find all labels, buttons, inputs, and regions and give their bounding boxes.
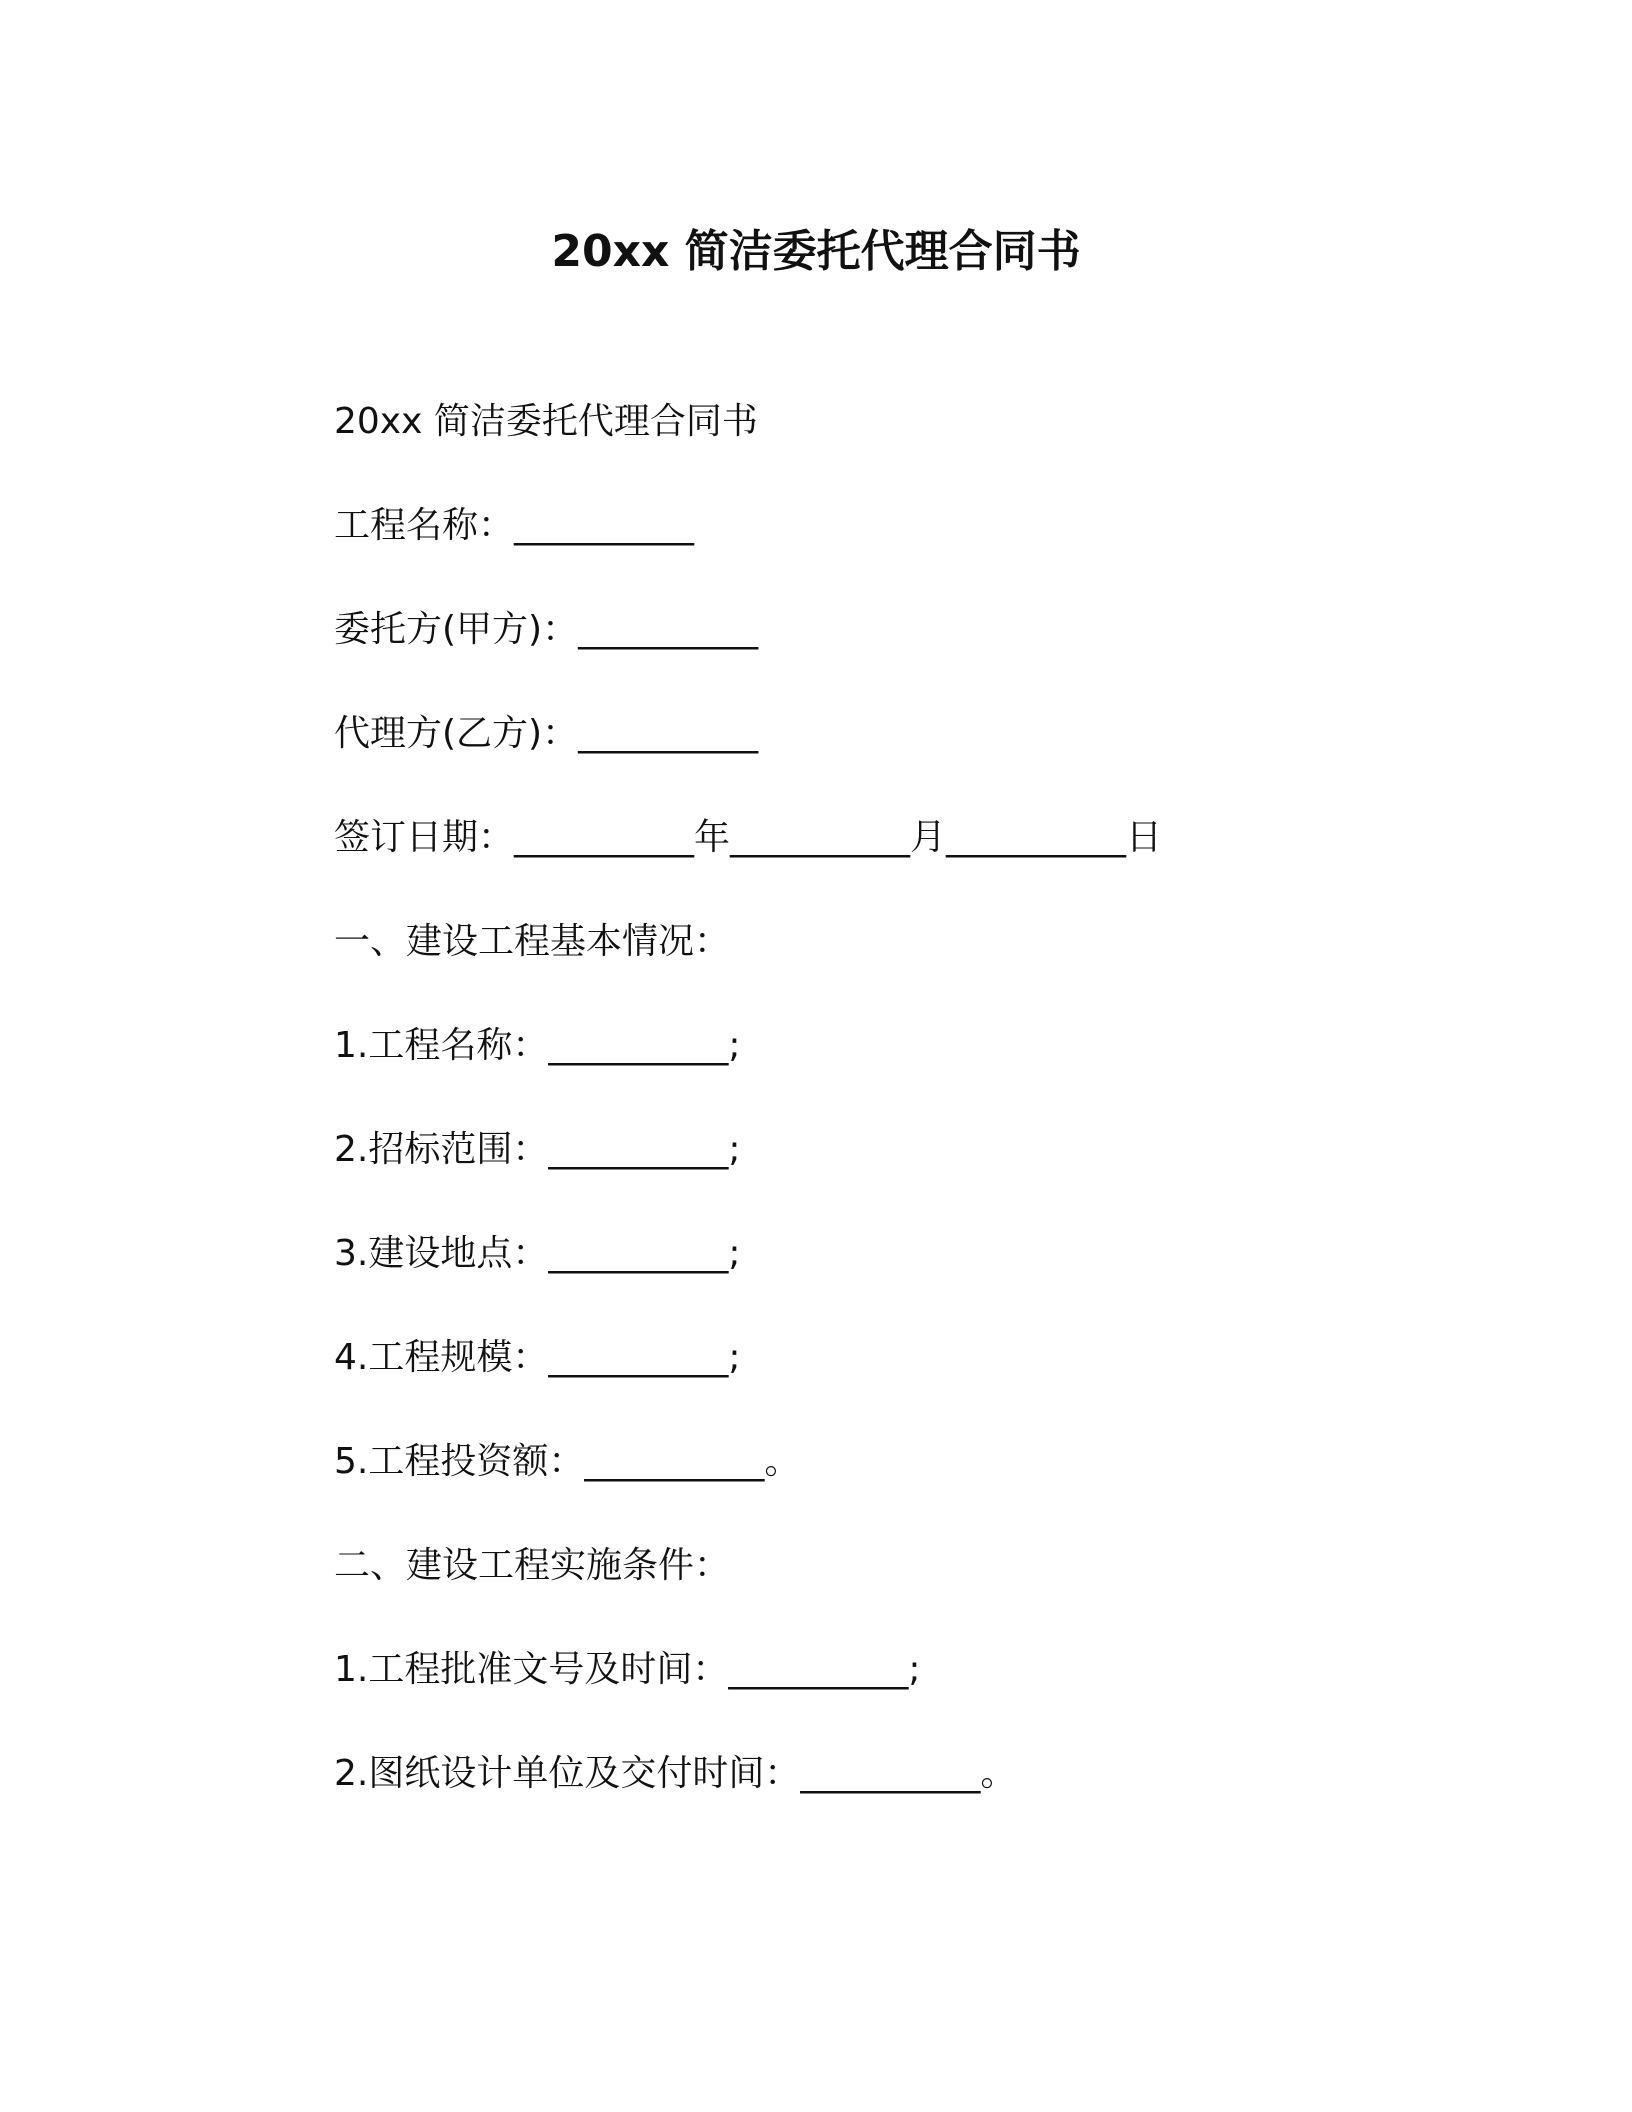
party-b-field: 代理方(乙方)：__________ bbox=[334, 713, 759, 754]
subtitle-line: 20xx 简洁委托代理合同书 bbox=[334, 401, 758, 442]
item-investment-amount: 5.工程投资额：__________。 bbox=[334, 1441, 801, 1482]
item-design-unit: 2.图纸设计单位及交付时间：__________。 bbox=[334, 1753, 1017, 1794]
item-approval-number: 1.工程批准文号及时间：__________; bbox=[334, 1649, 921, 1690]
section-heading-1: 一、建设工程基本情况： bbox=[334, 921, 731, 962]
item-project-scale: 4.工程规模：__________; bbox=[334, 1337, 741, 1378]
document-title: 20xx 简洁委托代理合同书 bbox=[551, 226, 1081, 277]
signing-date-field: 签订日期：__________年__________月__________日 bbox=[334, 817, 1163, 858]
item-construction-site: 3.建设地点：__________; bbox=[334, 1233, 741, 1274]
item-bidding-scope: 2.招标范围：__________; bbox=[334, 1129, 741, 1170]
item-project-name: 1.工程名称：__________; bbox=[334, 1025, 741, 1066]
document-body bbox=[334, 394, 1434, 1850]
party-a-field: 委托方(甲方)：__________ bbox=[334, 609, 759, 650]
section-heading-2: 二、建设工程实施条件： bbox=[334, 1545, 731, 1586]
project-name-field: 工程名称：__________ bbox=[334, 505, 695, 546]
